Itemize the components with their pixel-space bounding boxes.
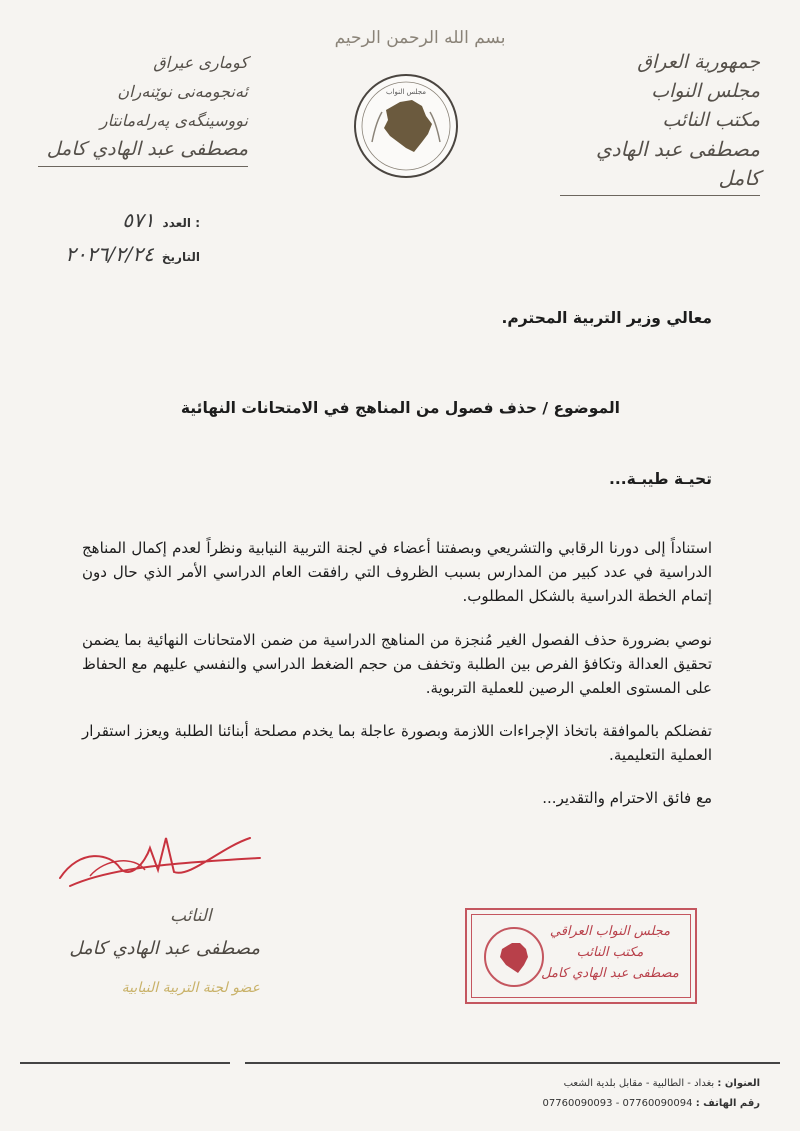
body-paragraph: تفضلكم بالموافقة باتخاذ الإجراءات اللازمة وبصورة عاجلة بما يخدم مصلحة أبنائنا الطلبة ويعزز استقرار العملية التعليمية. <box>82 722 712 764</box>
reference-block <box>30 208 200 276</box>
footer-divider-right <box>245 1062 780 1064</box>
stamp-line2: مكتب النائب <box>576 945 644 960</box>
header-left-line3: نووسینگەی پەرلەمانتار <box>99 111 248 130</box>
header-left-line2: ئەنجومەنی نوێنەران <box>117 82 248 101</box>
addressee: معالي وزير التربية المحترم. <box>501 309 712 327</box>
stamp-line1: مجلس النواب العراقي <box>549 924 671 939</box>
closing: مع فائق الاحترام والتقدير... <box>542 789 712 807</box>
phone-value: 07760090094 - 07760090093 <box>542 1098 693 1109</box>
header-left-block <box>38 48 248 167</box>
footer-address <box>564 1078 760 1089</box>
body-paragraph: نوصي بضرورة حذف الفصول الغير مُنجزة من المناهج الدراسية من ضمن الامتحانات النهائية بما يضمن تحقيق العدالة وتكافؤ الفرص بين الطلبة وتخفف من حجم الضغط الدراسي والنفسي عليهم مع الحفاظ على المستوى العلمي الرصين للعملية التربوية. <box>82 631 712 697</box>
body-paragraph: استناداً إلى دورنا الرقابي والتشريعي وبصفتنا أعضاء في لجنة التربية النيابية ونظراً لعدم إكمال المناهج الدراسية في عدد كبير من المدارس بسبب الظروف التي رافقت العام الدراسي الأمر الذي حال دون إتمام الخطة الدراسية بالشكل المطلوب. <box>82 539 712 605</box>
date-label: التاريخ <box>161 250 200 264</box>
footer-divider-left <box>20 1062 230 1064</box>
office-stamp <box>465 908 697 1004</box>
stamp-text <box>540 921 680 984</box>
header-left-name: مصطفى عبد الهادي كامل <box>38 135 248 167</box>
header-right-name: مصطفى عبد الهادي كامل <box>560 135 760 196</box>
basmala: بسم الله الرحمن الرحيم <box>334 28 506 48</box>
signature-title: النائب <box>170 906 212 926</box>
number-value: ٥٧١ <box>122 208 155 232</box>
header-left-line1: كوماری عیراق <box>153 53 248 72</box>
emblem-caption: مجلس النواب <box>385 88 427 96</box>
footer-phone <box>543 1098 760 1109</box>
number-label: العدد : <box>162 216 200 230</box>
stamp-seal-icon <box>482 925 546 989</box>
date-value: ٢٠٢٦/٢/٢٤ <box>65 242 154 266</box>
header-right-line3: مكتب النائب <box>662 109 760 131</box>
signature-name: مصطفى عبد الهادي كامل <box>69 938 260 959</box>
address-label: العنوان : <box>717 1078 760 1089</box>
phone-label: رقم الهاتف : <box>695 1098 760 1109</box>
handwritten-signature <box>50 808 270 898</box>
parliament-emblem <box>352 72 460 180</box>
header-right-block <box>560 48 760 196</box>
header-right-line1: جمهورية العراق <box>637 51 760 73</box>
stamp-line3: مصطفى عبد الهادي كامل <box>541 966 679 981</box>
subject-line: الموضوع / حذف فصول من المناهج في الامتحانات النهائية <box>180 399 620 417</box>
greeting: تحيـة طيبـة... <box>608 470 712 488</box>
header-right-line2: مجلس النواب <box>651 80 760 102</box>
signature-role: عضو لجنة التربية النيابية <box>121 980 260 996</box>
address-value: بغداد - الطالبية - مقابل بلدية الشعب <box>563 1078 715 1089</box>
